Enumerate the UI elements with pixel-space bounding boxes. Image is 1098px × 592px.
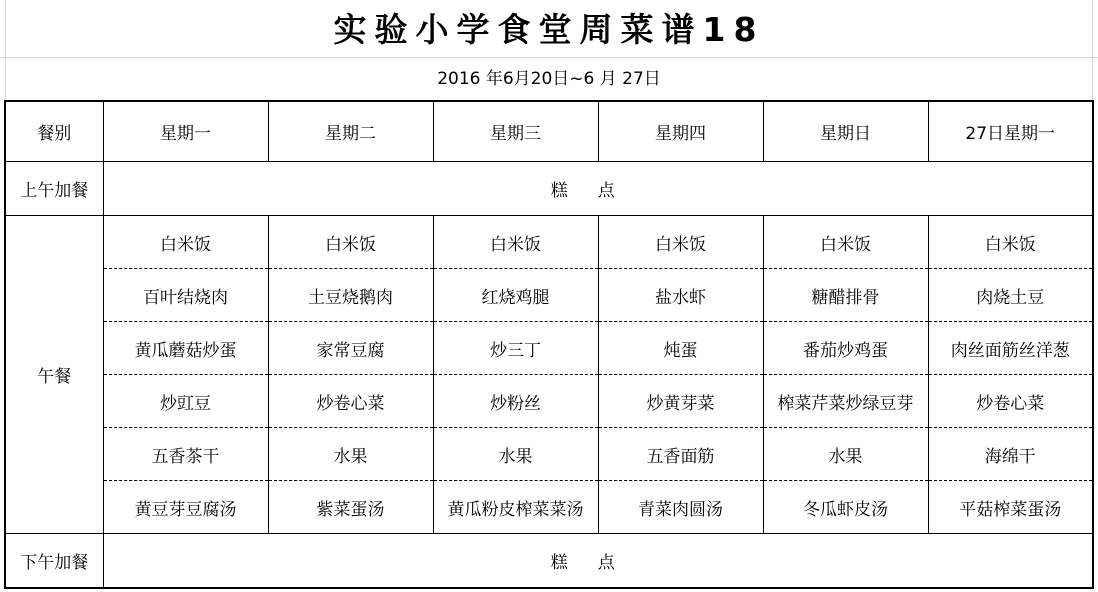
- dish-cell: 肉烧土豆: [928, 269, 1093, 322]
- page-title: 实验小学食堂周菜谱18: [333, 10, 765, 49]
- dish-cell: 冬瓜虾皮汤: [763, 481, 928, 534]
- dish-cell: 肉丝面筋丝洋葱: [928, 322, 1093, 375]
- dish-cell: 青菜肉圆汤: [598, 481, 763, 534]
- morning-snack-row: [5, 162, 1093, 216]
- dish-cell: 炒三丁: [433, 322, 598, 375]
- dish-cell: 紫菜蛋汤: [268, 481, 433, 534]
- morning-snack-label: 上午加餐: [5, 162, 103, 216]
- afternoon-snack-row: [5, 534, 1093, 589]
- dish-cell: 糖醋排骨: [763, 269, 928, 322]
- dish-cell: 黄瓜蘑菇炒蛋: [103, 322, 268, 375]
- afternoon-snack-text: 糕点: [550, 553, 645, 573]
- afternoon-snack-label: 下午加餐: [5, 534, 103, 589]
- dish-cell: 家常豆腐: [268, 322, 433, 375]
- dish-cell: 炒卷心菜: [268, 375, 433, 428]
- dish-cell: 白米饭: [928, 216, 1093, 269]
- day-header: 27日星期一: [928, 101, 1093, 162]
- weekly-menu-table: [4, 100, 1094, 589]
- date-range: 2016 年6月20日~6 月 27日: [437, 69, 661, 89]
- dish-cell: 百叶结烧肉: [103, 269, 268, 322]
- dish-cell: 炒粉丝: [433, 375, 598, 428]
- lunch-row: [5, 428, 1093, 481]
- day-header: 星期三: [433, 101, 598, 162]
- dish-cell: 黄豆芽豆腐汤: [103, 481, 268, 534]
- lunch-row: [5, 481, 1093, 534]
- dish-cell: 榨菜芹菜炒绿豆芽: [763, 375, 928, 428]
- dish-cell: 番茄炒鸡蛋: [763, 322, 928, 375]
- meal-type-header: 餐别: [5, 101, 103, 162]
- morning-snack-text: 糕点: [550, 181, 645, 201]
- dish-cell: 炒豇豆: [103, 375, 268, 428]
- dish-cell: 红烧鸡腿: [433, 269, 598, 322]
- day-header: 星期二: [268, 101, 433, 162]
- dish-cell: 炖蛋: [598, 322, 763, 375]
- dish-cell: 白米饭: [598, 216, 763, 269]
- dish-cell: 水果: [268, 428, 433, 481]
- dish-cell: 炒卷心菜: [928, 375, 1093, 428]
- dish-cell: 五香茶干: [103, 428, 268, 481]
- dish-cell: 黄瓜粉皮榨菜菜汤: [433, 481, 598, 534]
- lunch-row: [5, 375, 1093, 428]
- day-header: 星期一: [103, 101, 268, 162]
- dish-cell: 炒黄芽菜: [598, 375, 763, 428]
- header-row: [5, 101, 1093, 162]
- sheet-gridline: [0, 57, 1098, 58]
- dish-cell: 水果: [763, 428, 928, 481]
- dish-cell: 白米饭: [268, 216, 433, 269]
- dish-cell: 土豆烧鹅肉: [268, 269, 433, 322]
- dish-cell: 五香面筋: [598, 428, 763, 481]
- dish-cell: 白米饭: [103, 216, 268, 269]
- dish-cell: 海绵干: [928, 428, 1093, 481]
- lunch-label: 午餐: [5, 216, 103, 534]
- dish-cell: 白米饭: [433, 216, 598, 269]
- dish-cell: 白米饭: [763, 216, 928, 269]
- lunch-row: [5, 216, 1093, 269]
- lunch-row: [5, 322, 1093, 375]
- afternoon-snack-value: [103, 534, 1093, 589]
- morning-snack-value: [103, 162, 1093, 216]
- lunch-row: [5, 269, 1093, 322]
- dish-cell: 盐水虾: [598, 269, 763, 322]
- day-header: 星期日: [763, 101, 928, 162]
- day-header: 星期四: [598, 101, 763, 162]
- dish-cell: 平菇榨菜蛋汤: [928, 481, 1093, 534]
- dish-cell: 水果: [433, 428, 598, 481]
